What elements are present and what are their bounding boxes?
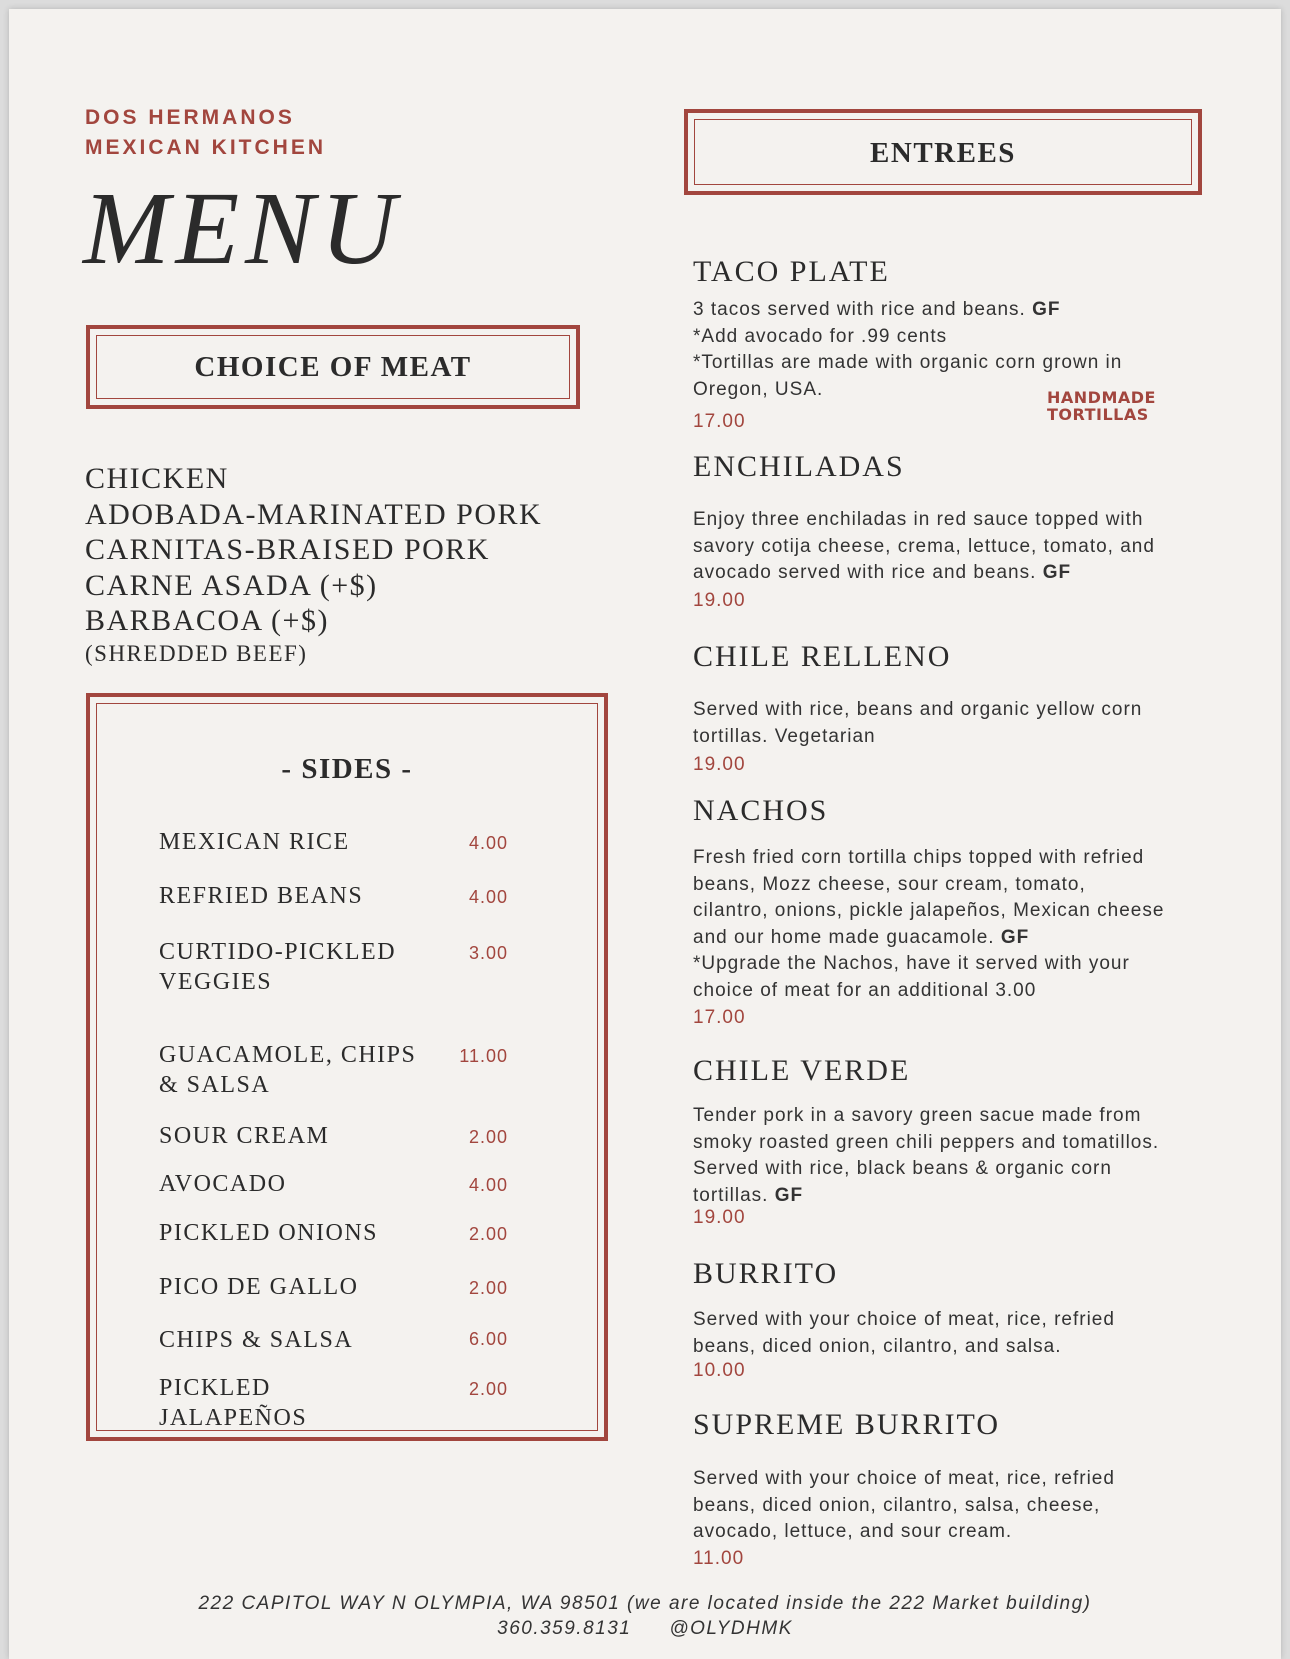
meat-item: CARNITAS-BRAISED PORK — [85, 533, 490, 566]
entree-price: 11.00 — [693, 1548, 745, 1569]
desc-line: *Tortillas are made with organic corn grown in — [693, 352, 1123, 373]
desc-line: avocado, lettuce, and sour cream. — [693, 1521, 1013, 1542]
entree-price: 19.00 — [693, 754, 746, 775]
side-name-line: GUACAMOLE, CHIPS — [159, 1042, 417, 1068]
desc-line: Served with rice, black beans & organic corn — [693, 1158, 1112, 1179]
side-item-price: 4.00 — [468, 887, 508, 907]
choice-of-meat-title: CHOICE OF MEAT — [194, 351, 472, 383]
desc-line: cilantro, onions, pickle jalapeños, Mexican cheese — [693, 900, 1165, 921]
side-item-price: 2.00 — [468, 1224, 508, 1244]
desc-line: Served with your choice of meat, rice, refried — [693, 1468, 1115, 1489]
desc-line: Tender pork in a savory green sacue made from — [693, 1105, 1142, 1126]
entree-description — [693, 1466, 1233, 1546]
desc-line: *Upgrade the Nachos, have it served with your — [693, 953, 1130, 974]
side-name-line: MEXICAN RICE — [159, 829, 350, 855]
desc-text: tortillas. — [693, 1184, 775, 1206]
side-name-line: JALAPEÑOS — [159, 1405, 308, 1431]
entree-description — [693, 697, 1233, 750]
entree-name: SUPREME BURRITO — [693, 1408, 1001, 1441]
side-item-price: 4.00 — [468, 833, 508, 853]
entree-description — [693, 845, 1233, 1004]
side-item-price: 2.00 — [468, 1127, 508, 1147]
entree-name: NACHOS — [693, 794, 829, 827]
side-item-price: 2.00 — [468, 1379, 508, 1399]
restaurant-name-line1: DOS HERMANOS — [85, 106, 295, 129]
entree-name: ENCHILADAS — [693, 450, 905, 483]
restaurant-name-line2: MEXICAN KITCHEN — [85, 136, 327, 159]
stamp-line: HANDMADE — [1047, 388, 1156, 407]
footer-address: 222 CAPITOL WAY N OLYMPIA, WA 98501 (we are located inside the 222 Market building) — [198, 1593, 1092, 1614]
entree-description — [693, 507, 1233, 587]
side-item-name — [159, 1218, 378, 1248]
desc-line: beans, Mozz cheese, sour cream, tomato, — [693, 873, 1086, 895]
desc-line: *Add avocado for .99 cents — [693, 325, 948, 347]
side-item-name — [159, 1325, 353, 1355]
side-name-line: REFRIED BEANS — [159, 883, 364, 909]
desc-line: Served with your choice of meat, rice, refried — [693, 1309, 1115, 1330]
entrees-frame — [684, 109, 1202, 195]
side-name-line: AVOCADO — [159, 1171, 287, 1197]
desc-line — [693, 297, 1233, 324]
desc-line: smoky roasted green chili peppers and tomatillos. — [693, 1131, 1160, 1153]
entree-price: 10.00 — [693, 1360, 746, 1381]
entree-price: 17.00 — [693, 411, 746, 432]
side-item-name — [159, 827, 350, 857]
choice-of-meat-frame — [86, 325, 580, 409]
desc-line: beans, diced onion, cilantro, and salsa. — [693, 1335, 1062, 1357]
side-name-line: SOUR CREAM — [159, 1123, 330, 1149]
entree-name: CHILE RELLENO — [693, 640, 952, 673]
footer-social-handle: @OLYDHMK — [669, 1618, 793, 1639]
side-item-name — [159, 937, 396, 997]
meat-item: CARNE ASADA (+$) — [85, 568, 378, 602]
gf-badge: GF — [774, 1184, 804, 1206]
handmade-tortillas-stamp — [1047, 389, 1156, 423]
entree-price: 19.00 — [693, 1207, 746, 1228]
side-name-line: CHIPS & SALSA — [159, 1327, 354, 1353]
footer-contact — [9, 1618, 1281, 1640]
meat-list — [85, 461, 542, 669]
meat-item: BARBACOA (+$) — [85, 604, 329, 637]
side-item-price: 11.00 — [459, 1046, 508, 1066]
gf-badge: GF — [1000, 926, 1030, 948]
footer-phone: 360.359.8131 — [497, 1618, 632, 1639]
side-name-line: VEGGIES — [159, 969, 273, 995]
side-item-price: 2.00 — [468, 1278, 508, 1298]
meat-item: CHICKEN — [85, 462, 229, 495]
desc-line: Fresh fried corn tortilla chips topped with refried — [693, 847, 1145, 868]
side-name-line: PICKLED ONIONS — [159, 1220, 378, 1246]
gf-badge: GF — [1042, 562, 1072, 583]
side-item-price: 3.00 — [468, 943, 508, 963]
entree-name: BURRITO — [693, 1257, 839, 1290]
meat-note: (SHREDDED BEEF) — [85, 640, 308, 666]
entree-description — [693, 1307, 1233, 1360]
sides-title: - SIDES - — [281, 753, 413, 785]
menu-title: MENU — [83, 171, 402, 286]
desc-line: Oregon, USA. — [693, 378, 824, 400]
side-item-price: 4.00 — [468, 1175, 508, 1195]
menu-page — [9, 9, 1281, 1659]
side-item-name — [159, 1040, 416, 1100]
desc-line: choice of meat for an additional 3.00 — [693, 979, 1037, 1001]
desc-line: Served with rice, beans and organic yellow corn — [693, 699, 1143, 720]
desc-line: tortillas. Vegetarian — [693, 725, 876, 747]
side-name-line: PICKLED — [159, 1375, 271, 1401]
desc-line: beans, diced onion, cilantro, salsa, cheese, — [693, 1494, 1101, 1516]
entree-name: CHILE VERDE — [693, 1054, 911, 1087]
side-name-line: CURTIDO-PICKLED — [159, 939, 397, 965]
meat-item: ADOBADA-MARINATED PORK — [85, 497, 543, 531]
side-name-line: PICO DE GALLO — [159, 1274, 359, 1300]
side-name-line: & SALSA — [159, 1072, 271, 1098]
stamp-line: TORTILLAS — [1047, 405, 1149, 424]
side-item-name — [159, 1169, 286, 1199]
entree-price: 19.00 — [693, 590, 746, 611]
side-item-name — [159, 1272, 359, 1302]
desc-line: savory cotija cheese, crema, lettuce, tomato, and — [693, 535, 1155, 557]
gf-badge: GF — [1032, 299, 1061, 320]
side-item-name — [159, 1121, 329, 1151]
entree-description — [693, 1103, 1233, 1209]
desc-line — [693, 925, 1233, 952]
restaurant-name — [85, 103, 326, 163]
entrees-title: ENTREES — [870, 137, 1016, 169]
side-item-price: 6.00 — [468, 1329, 508, 1349]
side-item-name — [159, 1373, 307, 1433]
desc-line: Enjoy three enchiladas in red sauce topped with — [693, 509, 1144, 530]
desc-text: and our home made guacamole. — [693, 926, 1001, 948]
entree-price: 17.00 — [693, 1007, 746, 1028]
desc-line — [693, 560, 1233, 587]
desc-text: avocado served with rice and beans. — [693, 562, 1043, 583]
desc-line — [693, 1183, 1233, 1210]
desc-text: 3 tacos served with rice and beans. — [693, 299, 1033, 320]
entree-name: TACO PLATE — [693, 255, 890, 288]
side-item-name — [159, 881, 363, 911]
